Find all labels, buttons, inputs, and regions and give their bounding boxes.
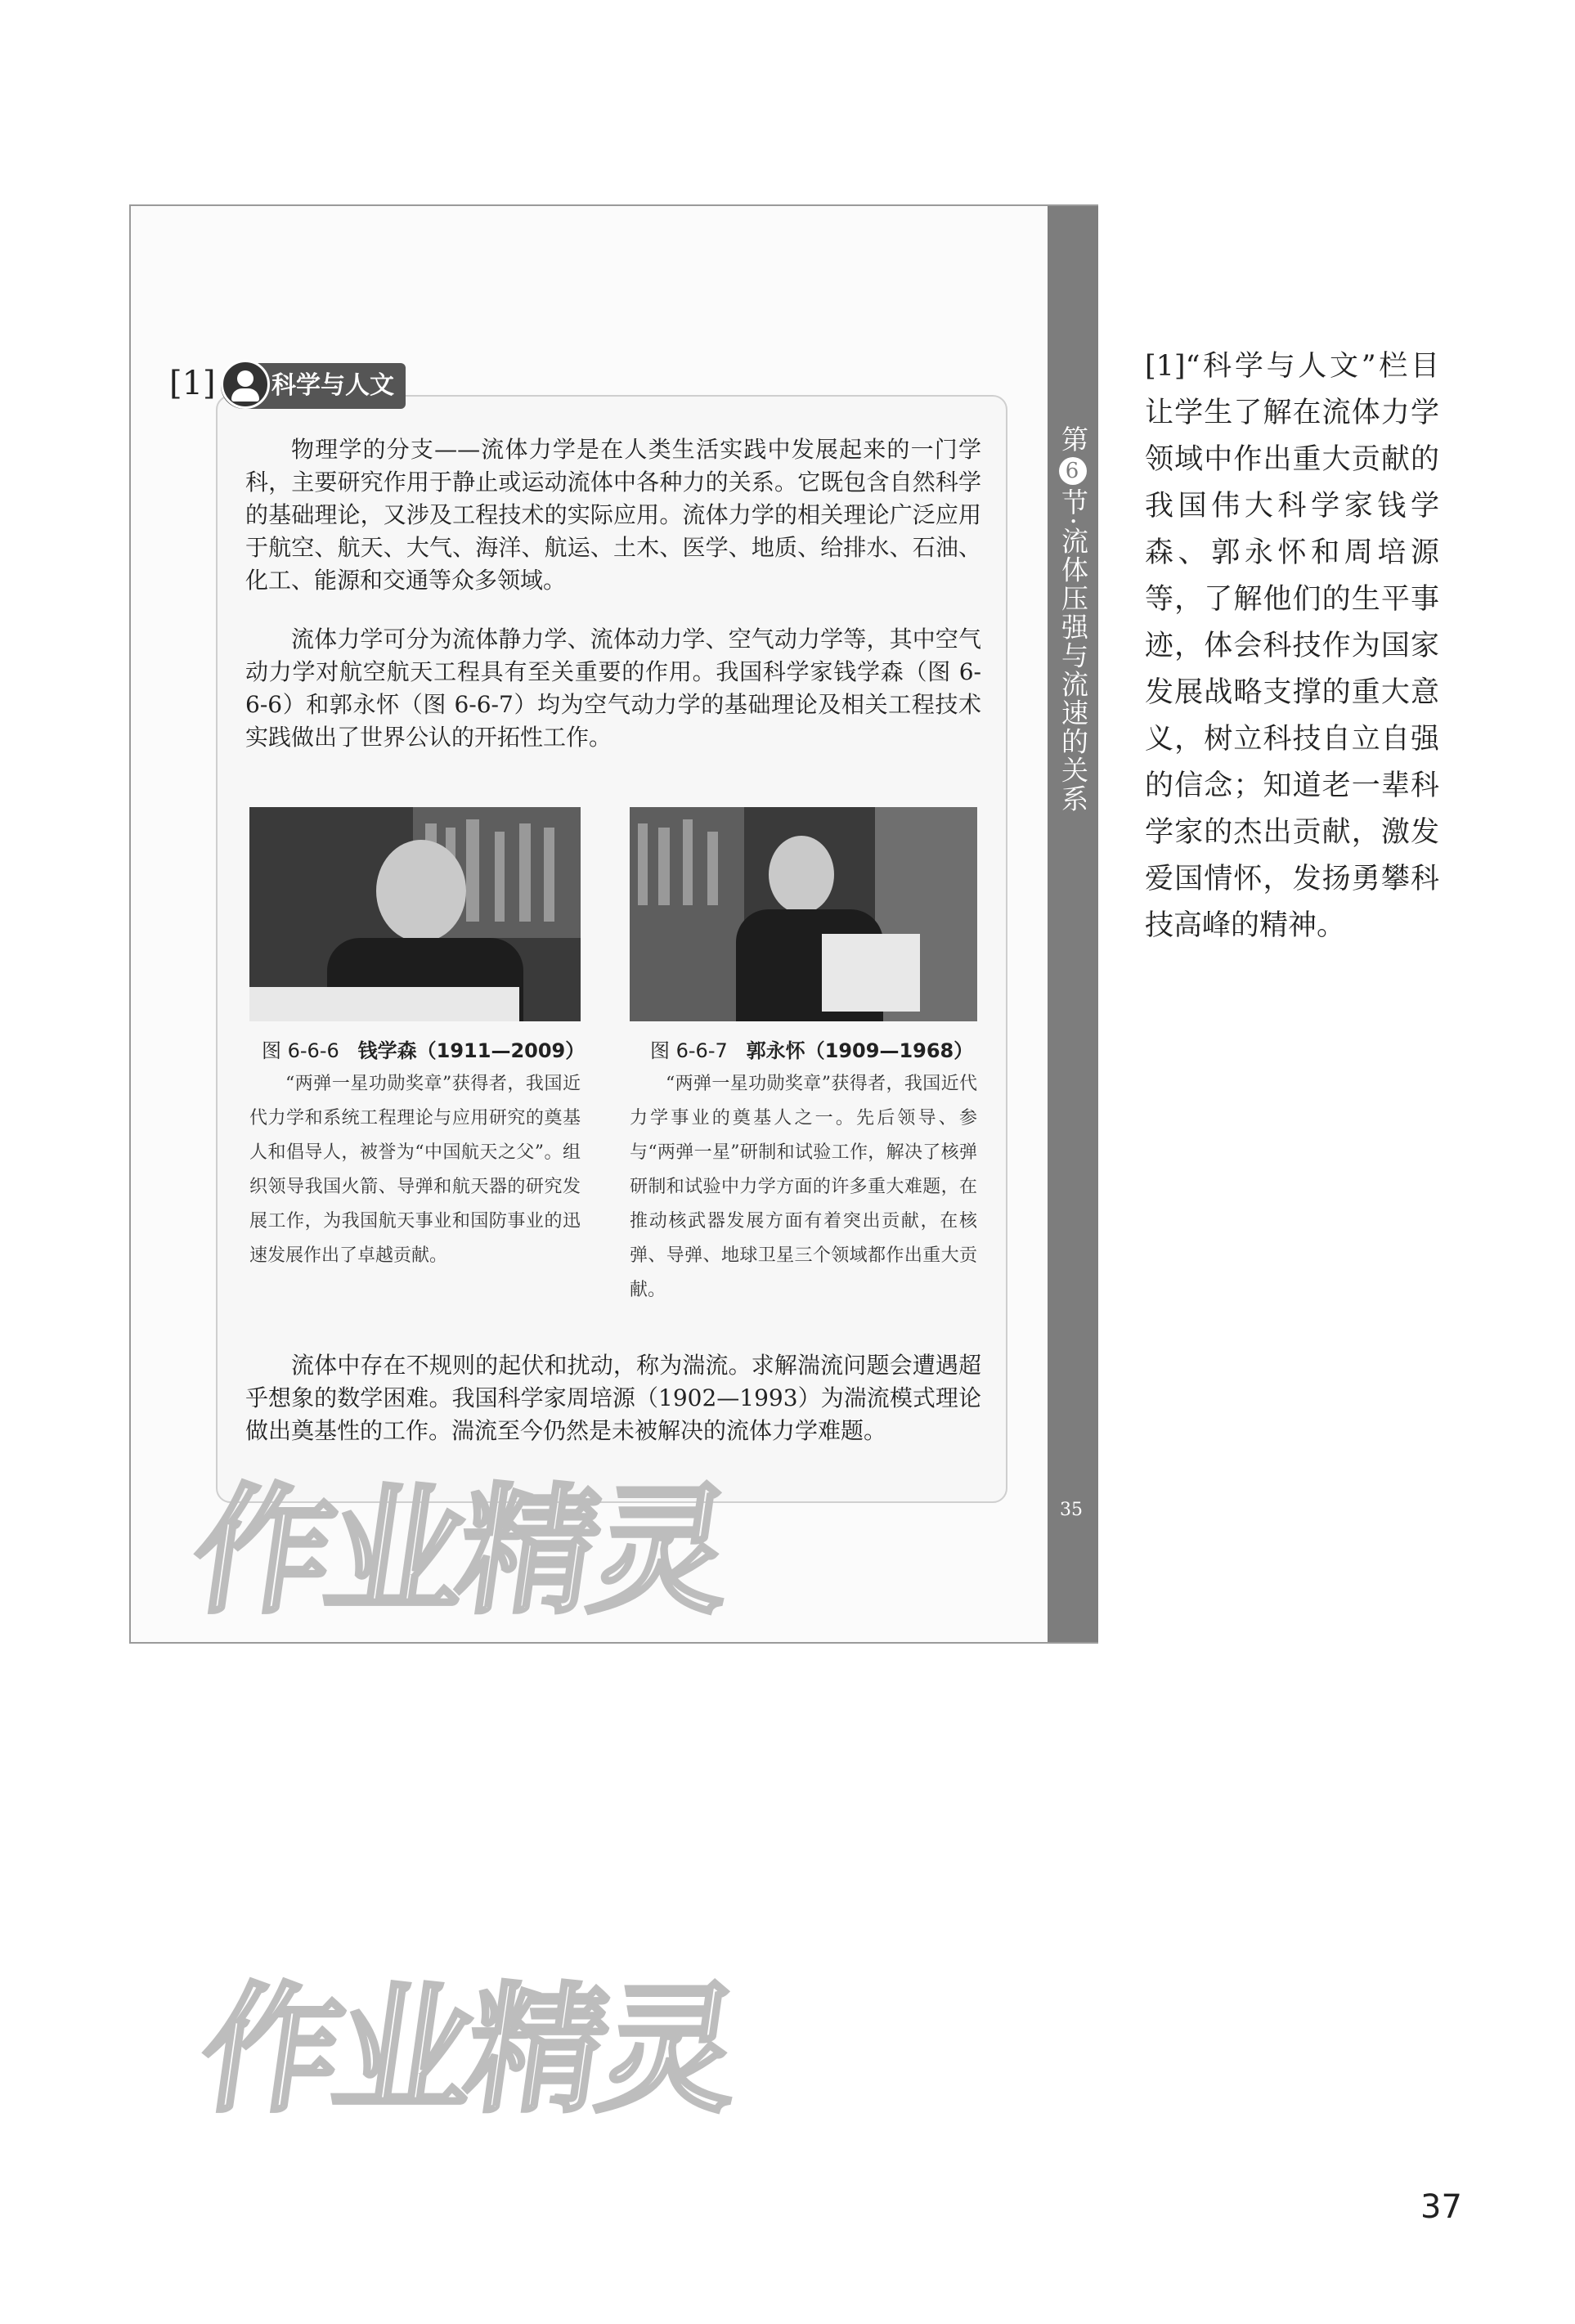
chapter-prefix: 第 — [1057, 425, 1089, 454]
section-title: 流体压强与流速的关系 — [1057, 527, 1089, 814]
paragraph-aerodynamics: 流体力学可分为流体静力学、流体动力学、空气动力学等，其中空气动力学对航空航天工程具有至关重要的作用。我国科学家钱学森（图 6-6-6）和郭永怀（图 6-6-7）均为空气动力学的基础理论及相关工程技术实践做出了世界公认的开拓性工作。 — [245, 626, 981, 751]
description-guo-yonghuai: “两弹一星功勋奖章”获得者，我国近代力学事业的奠基人之一。先后领导、参与“两弹一星”研制和试验工作，解决了核弹研制和试验中力学方面的许多重大难题，在推动核武器发展方面有着突出贡献，在核弹、导弹、地球卫星三个领域都作出重大贡献。 — [630, 1074, 977, 1300]
chapter-sidebar — [1048, 206, 1098, 1642]
photo-qian-xuesen — [249, 807, 581, 1021]
inner-page-number: 35 — [1060, 1500, 1083, 1520]
page-number: 37 — [1420, 2188, 1462, 2226]
annotation-marker: [1] — [169, 365, 216, 402]
watermark-top: 作业精灵 — [182, 1471, 736, 1633]
description-qian-xuesen: “两弹一星功勋奖章”获得者，我国近代力学和系统工程理论与应用研究的奠基人和倡导人，被誉为“中国航天之父”。组织领导我国火箭、导弹和航天器的研究发展工作，为我国航天事业和国防事业的迅速发展作出了卓越贡献。 — [249, 1074, 581, 1266]
photo-guo-yonghuai — [630, 807, 977, 1021]
teacher-note: [1]“科学与人文”栏目让学生了解在流体力学领域中作出重大贡献的我国伟大科学家钱学森、郭永怀和周培源等，了解他们的生平事迹，体会科技作为国家发展战略支撑的重大意义，树立科技自立自强的信念；知道老一辈科学家的杰出贡献，激发爱国情怀，发扬勇攀科技高峰的精神。 — [1145, 350, 1439, 942]
chapter-number: 6 — [1059, 457, 1087, 485]
chapter-suffix: 节 — [1057, 488, 1089, 517]
person-icon — [221, 360, 270, 409]
caption-figure-6-6-6 — [262, 1034, 585, 1063]
watermark-bottom: 作业精灵 — [191, 1970, 744, 2132]
chapter-title: 第6节·流体压强与流速的关系 — [1057, 425, 1089, 814]
figure-label: 图 6-6-7 — [650, 1039, 728, 1062]
section-badge: 科学与人文 — [221, 363, 406, 409]
paragraph-fluid-mechanics: 物理学的分支——流体力学是在人类生活实践中发展起来的一门学科，主要研究作用于静止或运动流体中各种力的关系。它既包含自然科学的基础理论，又涉及工程技术的实际应用。流体力学的相关理论广泛应用于航空、航天、大气、海洋、航运、土木、医学、地质、给排水、石油、化工、能源和交通等众多领域。 — [245, 436, 981, 594]
figure-person-name: 郭永怀（1909—1968） — [746, 1039, 974, 1062]
figure-label: 图 6-6-6 — [262, 1039, 339, 1062]
paragraph-turbulence: 流体中存在不规则的起伏和扰动，称为湍流。求解湍流问题会遭遇超乎想象的数学困难。我国科学家周培源（1902—1993）为湍流模式理论做出奠基性的工作。湍流至今仍然是未被解决的流体力学难题。 — [245, 1352, 981, 1444]
caption-figure-6-6-7 — [650, 1034, 973, 1063]
figure-person-name: 钱学森（1911—2009） — [357, 1039, 586, 1062]
